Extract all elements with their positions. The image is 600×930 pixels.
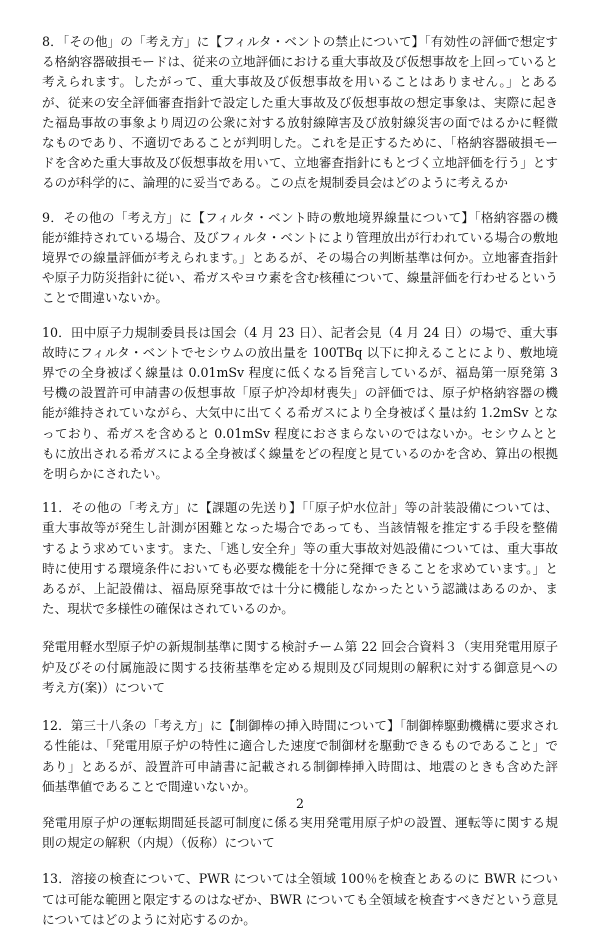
paragraph-item-9: 9．その他の「考え方」に【フィルタ・ベント時の敷地境界線量について】「格納容器の機能が維持されている場合、及びフィルタ・ベントにより管理放出が行われている場合の敷地境界での線量評価が考えられます。」とあるが、その場合の判断基準は何か。立地審査指針や原子力防災指針に従い、希ガスやヨウ素を含む核種について、線量評価を行わせるということで間違いないか。 — [42, 209, 558, 306]
section-heading-technical-standards: 発電用軽水型原子炉の新規制基準に関する検討チーム第 22 回会合資料３（実用発電用原子炉及びその付属施設に関する技術基準を定める規則及び同規則の解釈に対する御意見への考え方(案)）について — [42, 639, 558, 695]
paragraph-item-12: 12．第三十八条の「考え方」に【制御棒の挿入時間について】「制御棒駆動機構に要求される性能は、「発電用原子炉の特性に適合した速度で制御材を駆動できるものであること」であり」とあるが、設置許可申請書に記載される制御棒挿入時間は、地震のときも含めた評価基準値であることで間違いないか。 — [42, 718, 558, 794]
paragraph-item-8: 8．「その他」の「考え方」に【フィルタ・ベントの禁止について】「有効性の評価で想定する格納容器破損モードは、従来の立地評価における重大事故及び仮想事故を上回っていると考えられます。したがって、重大事故及び仮想事故を用いることはありません。」とあるが、従来の安全評価審査指針で設定した重大事故及び仮想事故の想定事象は、実際に起きた福島事故の事象より周辺の公衆に対する放射線障害及び放射線災害の面ではるかに軽微なものであり、不適切であることが判明した。これを是正するために、「格納容器破損モードを含めた重大事故及び仮想事故を用いて、立地審査指針にもとづく立地評価を行う」とするのが科学的に、論理的に妥当である。この点を規制委員会はどのように考えるか — [42, 34, 558, 191]
section-heading-operation-extension: 発電用原子炉の運転期間延長認可制度に係る実用発電用原子炉の設置、運転等に関する規則の規定の解釈（内規）（仮称）について — [42, 814, 558, 851]
paragraph-item-10: 10．田中原子力規制委員長は国会（4 月 23 日）、記者会見（4 月 24 日）の場で、重大事故時にフィルタ・ベントでセシウムの放出量を 100TBq 以下に抑えることにより、敷地境界での全身被ばく線量は 0.01mSv 程度に低くなる旨発言しているが、福島第一原発第 3 号機の設置許可申請書の仮想事故「原子炉冷却材喪失」の評価では、原子炉格納容器の機能が維持されていながら、大気中に出てくる希ガスにより全身被ばく量は約 1.2mSv となっており、希ガスを含めると 0.01mSv 程度におさまらないのではないか。セシウムとともに放出される希ガスによる全身被ばく線量をどの程度と見ているのかを含め、算出の根拠を明らかにされたい。 — [42, 324, 558, 482]
paragraph-item-11: 11．その他の「考え方」に【課題の先送り】「「原子炉水位計」等の計装設備については、重大事故等が発生し計測が困難となった場合であっても、当該情報を推定する手段を整備するよう求めています。また、「逃し安全弁」等の重大事故対処設備については、重大事故時に使用する環境条件においても必要な機能を十分に発揮できることを求めています。」とあるが、上記設備は、福島原発事故では十分に機能しなかったという認識はあるのか、また、現状で多様性の確保はされているのか。 — [42, 500, 558, 617]
paragraph-item-13: 13．溶接の検査について、PWR については全領域 100％を検査とあるのに BWR については可能な範囲と限定するのはなぜか、BWR についても全領域を検査すべきだという意見についてはどのように対応するのか。 — [42, 871, 558, 927]
page-number: 2 — [295, 796, 304, 811]
